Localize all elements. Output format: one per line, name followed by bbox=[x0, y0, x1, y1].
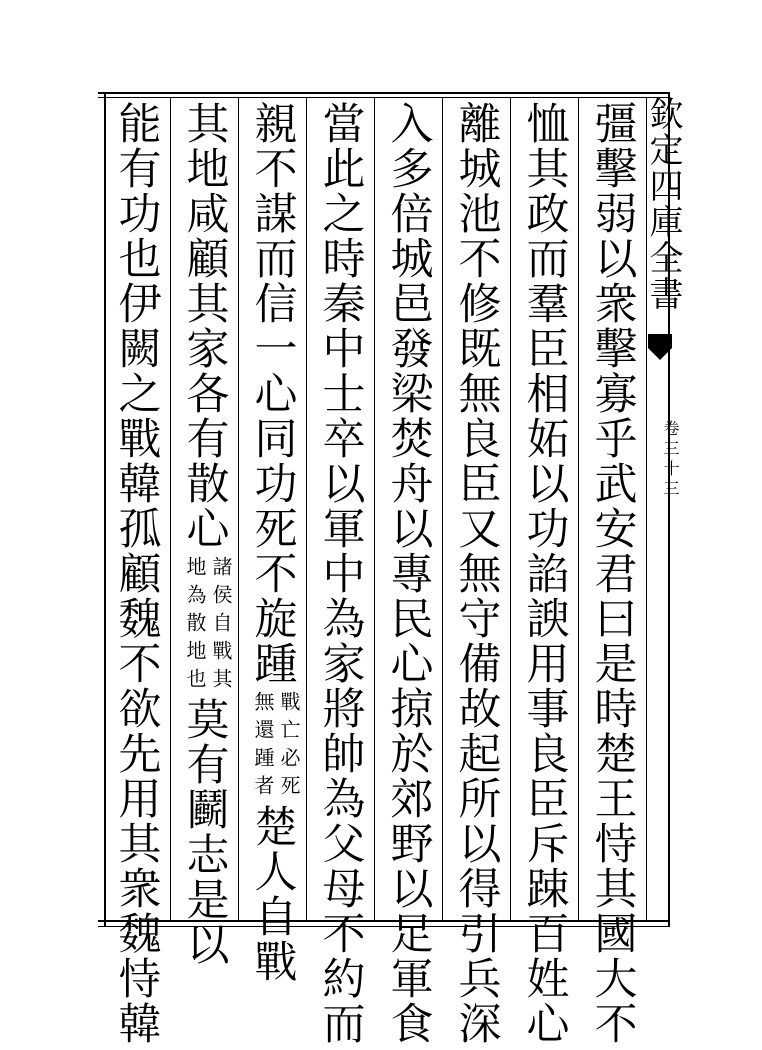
fishtail-mark bbox=[648, 334, 672, 374]
annotation-line: 無還踵者 bbox=[251, 691, 275, 803]
text-column-7 bbox=[180, 100, 236, 971]
column-text: 離 城 池 不 修 既 無 良 臣 又 無 守 備 故 起 所 以 得 引 兵 深 bbox=[458, 100, 502, 1050]
column-divider bbox=[306, 98, 307, 920]
column-divider bbox=[238, 98, 239, 920]
bottom-border bbox=[98, 920, 670, 922]
left-border bbox=[104, 92, 106, 926]
column-text-after: 楚 人 自 戰 bbox=[254, 803, 298, 988]
column-divider bbox=[442, 98, 443, 920]
column-text-after: 莫 有 鬬 志 是 以 bbox=[186, 696, 230, 971]
text-column-1 bbox=[588, 100, 644, 1050]
annotation-line: 地為散地也 bbox=[183, 556, 207, 696]
margin-title: 欽定四庫全書 bbox=[643, 96, 683, 312]
text-column-8 bbox=[112, 100, 168, 1050]
column-text: 當 此 之 時 秦 中 士 卒 以 軍 中 為 家 將 帥 為 父 母 不 約 而 bbox=[322, 100, 366, 1050]
text-column-6 bbox=[248, 100, 304, 988]
column-text: 恤 其 政 而 羣 臣 相 妬 以 功 諂 諛 用 事 良 臣 斥 踈 百 姓 心 bbox=[526, 100, 570, 1050]
text-column-2 bbox=[520, 100, 576, 1050]
annotation-line: 戰亡必死 bbox=[277, 691, 301, 803]
column-divider bbox=[578, 98, 579, 920]
text-column-3 bbox=[452, 100, 508, 1050]
top-border bbox=[98, 92, 670, 94]
column-text: 其 地 咸 顧 其 家 各 有 散 心 bbox=[186, 100, 230, 555]
column-divider bbox=[510, 98, 511, 920]
margin-juan: 卷三十三 bbox=[661, 420, 680, 500]
column-divider bbox=[170, 98, 171, 920]
column-divider bbox=[374, 98, 375, 920]
annotation bbox=[183, 556, 233, 696]
text-column-5 bbox=[316, 100, 372, 1050]
column-text: 親 不 謀 而 信 一 心 同 功 死 不 旋 踵 bbox=[254, 100, 298, 690]
text-column-4 bbox=[384, 100, 440, 1050]
annotation bbox=[251, 691, 301, 803]
bottom-border-inner bbox=[98, 926, 670, 927]
top-border-inner bbox=[98, 97, 670, 98]
column-text: 入 多 倍 城 邑 發 梁 焚 舟 以 專 民 心 掠 於 郊 野 以 足 軍 食 bbox=[390, 100, 434, 1050]
annotation-line: 諸侯自戰其 bbox=[209, 556, 233, 696]
column-text: 能 有 功 也 伊 闕 之 戰 韓 孤 顧 魏 不 欲 先 用 其 衆 魏 恃 韓 bbox=[118, 100, 162, 1050]
column-text: 彊 擊 弱 以 衆 擊 寡 乎 武 安 君 曰 是 時 楚 王 恃 其 國 大 不 bbox=[594, 100, 638, 1050]
